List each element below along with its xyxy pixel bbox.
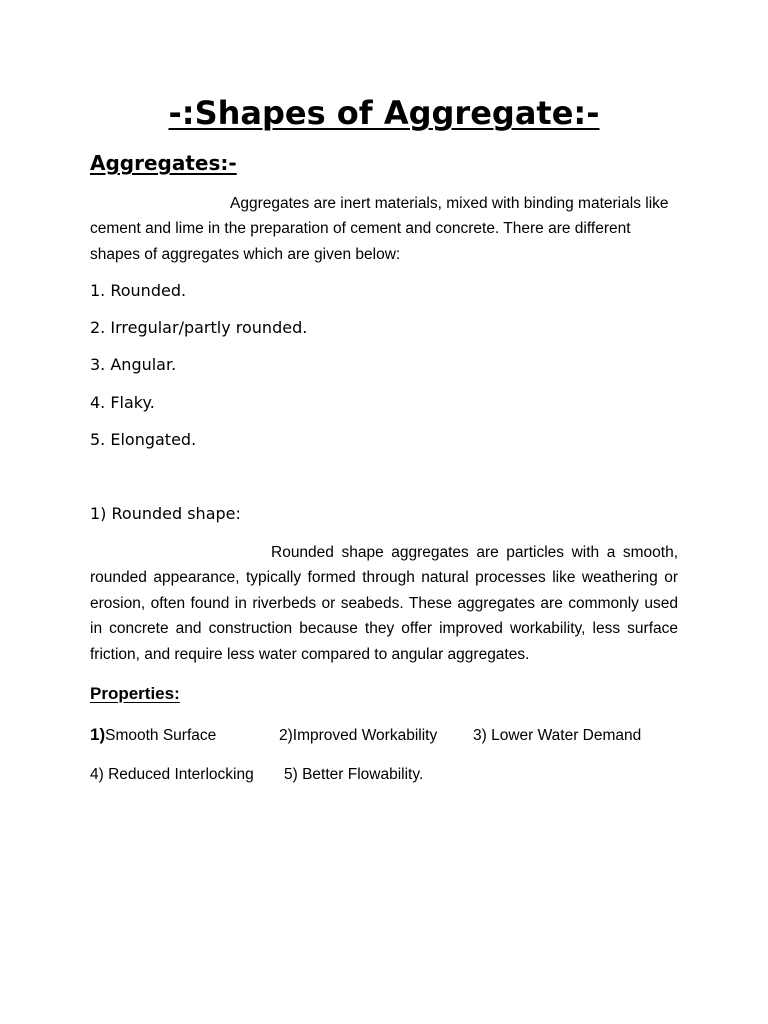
property-item: 5) Better Flowability. — [284, 766, 424, 783]
property-item: 4) Reduced Interlocking — [90, 766, 254, 783]
properties-heading: Properties: — [90, 684, 180, 703]
property-item — [90, 723, 216, 748]
list-item: 3. Angular. — [90, 355, 177, 375]
document-title: -:Shapes of Aggregate:- — [168, 94, 600, 132]
section-heading-aggregates: Aggregates:- — [90, 151, 237, 175]
rounded-shape-paragraph: Rounded shape aggregates are particles with a smooth, rounded appearance, typically formed through natural processes like weathering or erosion, often found in riverbeds or seabeds. These aggregates are commonly used in concrete and construction because they offer improved workability, less surface friction, and require less water compared to angular aggregates. — [90, 544, 678, 663]
property-number: 1) — [90, 725, 106, 744]
property-item: 2)Improved Workability — [279, 727, 438, 744]
list-item: 1. Rounded. — [90, 281, 187, 300]
intro-paragraph: Aggregates are inert materials, mixed with binding materials like cement and lime in the preparation of cement and concrete. There are different shapes of aggregates which are given below: — [90, 195, 669, 263]
list-item: 4. Flaky. — [90, 392, 155, 412]
property-label: Smooth Surface — [105, 727, 217, 744]
list-item: 5. Elongated. — [90, 429, 197, 449]
shapes-list — [90, 278, 307, 464]
rounded-shape-heading: 1) Rounded shape: — [90, 504, 241, 523]
property-item: 3) Lower Water Demand — [473, 727, 642, 744]
list-item: 2. Irregular/partly rounded. — [90, 318, 308, 338]
